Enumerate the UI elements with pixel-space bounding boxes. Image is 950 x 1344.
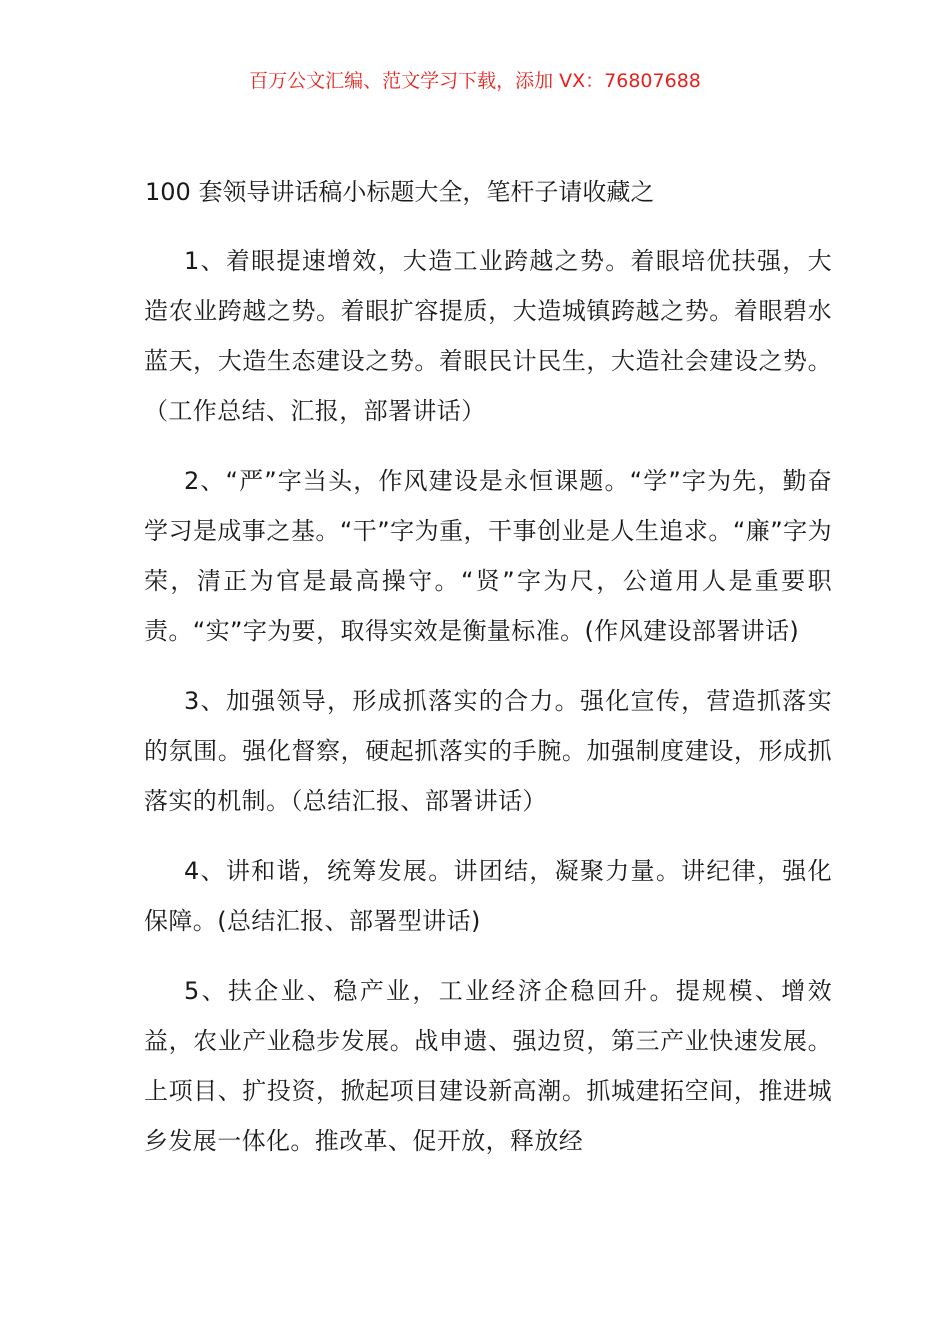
paragraph-5: 5、扶企业、稳产业，工业经济企稳回升。提规模、增效益，农业产业稳步发展。战申遗、强边贸，第三产业快速发展。上项目、扩投资，掀起项目建设新高潮。抓城建拓空间，推进城乡发展一体化。推改革、促开放，释放经 — [144, 977, 832, 1155]
watermark-banner: 百万公文汇编、范文学习下载，添加 VX：76807688 — [249, 70, 701, 92]
document-title: 100 套领导讲话稿小标题大全，笔杆子请收藏之 — [145, 178, 655, 206]
paragraph-3: 3、加强领导，形成抓落实的合力。强化宣传，营造抓落实的氛围。强化督察，硬起抓落实的手腕。加强制度建设，形成抓落实的机制。（总结汇报、部署讲话） — [144, 687, 832, 815]
document-body — [144, 236, 832, 1186]
paragraph-4: 4、讲和谐，统筹发展。讲团结，凝聚力量。讲纪律，强化保障。(总结汇报、部署型讲话) — [144, 857, 832, 935]
paragraph-1: 1、着眼提速增效，大造工业跨越之势。着眼培优扶强，大造农业跨越之势。着眼扩容提质，大造城镇跨越之势。着眼碧水蓝天，大造生态建设之势。着眼民计民生，大造社会建设之势。（工作总结、汇报，部署讲话） — [144, 247, 832, 425]
paragraph-2: 2、“严”字当头，作风建设是永恒课题。“学”字为先，勤奋学习是成事之基。“干”字为重，干事创业是人生追求。“廉”字为荣，清正为官是最高操守。“贤”字为尺，公道用人是重要职责。“实”字为要，取得实效是衡量标准。(作风建设部署讲话) — [144, 467, 832, 645]
